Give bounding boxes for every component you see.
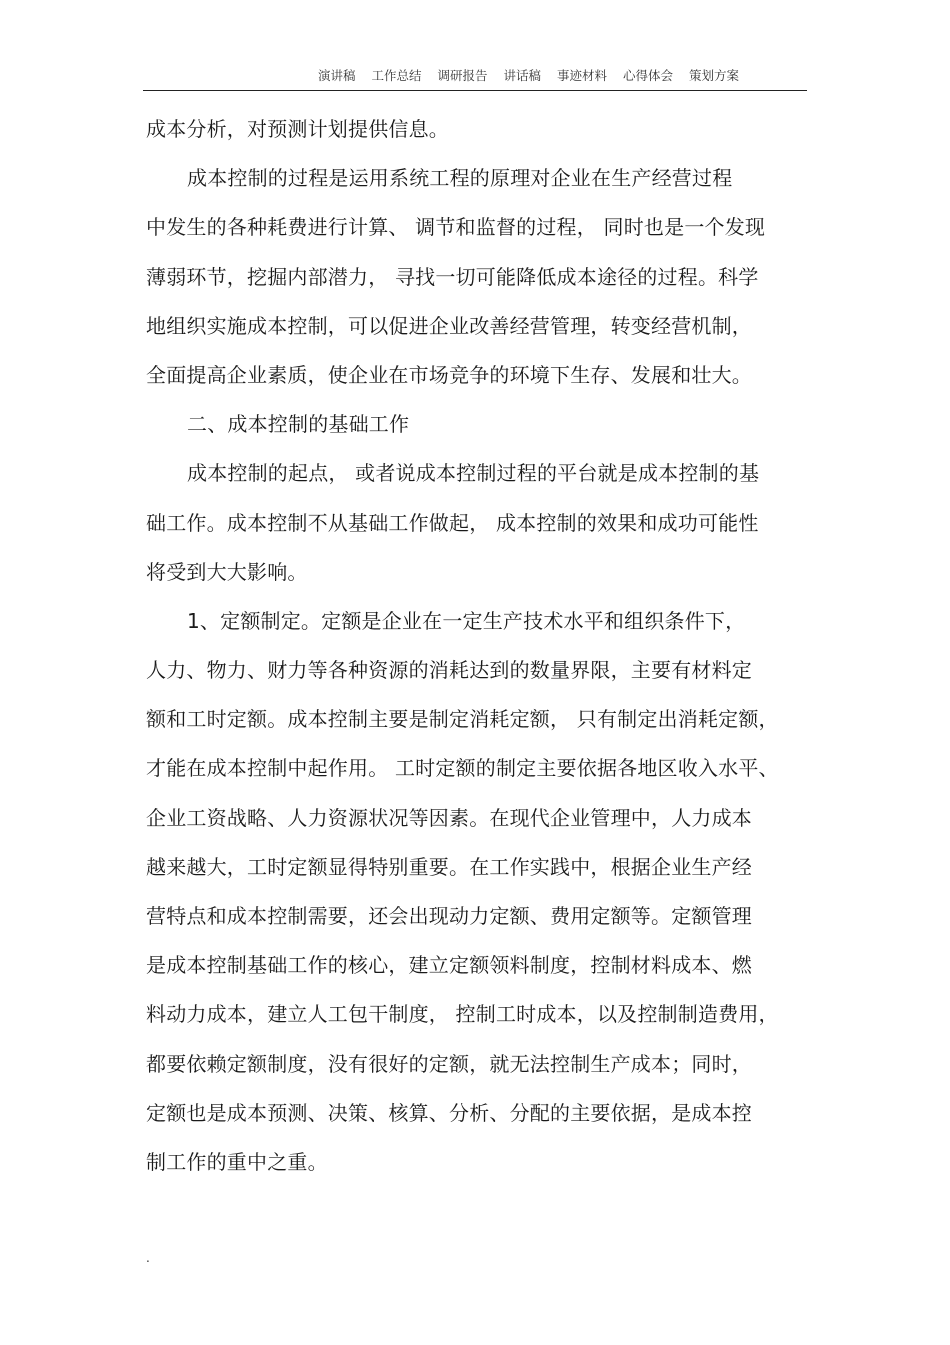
paragraph-start-line: 成本控制的起点， 或者说成本控制过程的平台就是成本控制的基 xyxy=(187,461,760,486)
body-line: 定额也是成本预测、决策、核算、分析、分配的主要依据，是成本控 xyxy=(146,1100,752,1125)
body-line: 营特点和成本控制需要，还会出现动力定额、费用定额等。定额管理 xyxy=(146,904,752,928)
header-category-speech: 演讲稿 xyxy=(318,68,356,83)
body-line: 都要依赖定额制度，没有很好的定额，就无法控制生产成本；同时， xyxy=(146,1051,752,1076)
body-line: 是成本控制基础工作的核心，建立定额领料制度，控制材料成本、燃 xyxy=(146,953,752,978)
header-category-plans: 策划方案 xyxy=(689,68,740,83)
header-category-reflections: 心得体会 xyxy=(623,68,674,83)
header-category-list xyxy=(318,66,739,86)
body-line: 人力、物力、财力等各种资源的消耗达到的数量界限，主要有材料定 xyxy=(146,658,752,683)
document-body xyxy=(146,119,806,1201)
body-line: 地组织实施成本控制，可以促进企业改善经营管理，转变经营机制， xyxy=(146,313,752,338)
body-line: 额和工时定额。成本控制主要是制定消耗定额， 只有制定出消耗定额， xyxy=(146,707,779,732)
body-line: 制工作的重中之重。 xyxy=(146,1149,328,1174)
page-header xyxy=(0,66,950,92)
body-line: 企业工资战略、人力资源状况等因素。在现代企业管理中，人力成本 xyxy=(146,805,752,830)
header-category-deeds: 事迹材料 xyxy=(557,68,608,83)
body-line: 中发生的各种耗费进行计算、 调节和监督的过程， 同时也是一个发现 xyxy=(146,215,766,240)
body-line: 全面提高企业素质，使企业在市场竞争的环境下生存、发展和壮大。 xyxy=(146,362,752,387)
body-line: 成本分析，对预测计划提供信息。 xyxy=(146,117,449,141)
body-line: 料动力成本，建立人工包干制度， 控制工时成本，以及控制制造费用， xyxy=(146,1002,779,1027)
section-heading: 二、成本控制的基础工作 xyxy=(187,412,410,437)
body-line: 薄弱环节，挖掘内部潜力， 寻找一切可能降低成本途径的过程。科学 xyxy=(146,264,759,289)
header-category-talk: 讲话稿 xyxy=(503,68,542,83)
paragraph-start-line: 1、定额制定。定额是企业在一定生产技术水平和组织条件下， xyxy=(187,608,746,633)
body-line: 础工作。成本控制不从基础工作做起， 成本控制的效果和成功可能性 xyxy=(146,510,759,535)
header-divider xyxy=(143,90,807,91)
body-line: 将受到大大影响。 xyxy=(146,559,308,584)
body-line: 才能在成本控制中起作用。 工时定额的制定主要依据各地区收入水平、 xyxy=(146,756,779,781)
header-category-work-summary: 工作总结 xyxy=(371,68,422,83)
paragraph-start-line: 成本控制的过程是运用系统工程的原理对企业在生产经营过程 xyxy=(187,166,733,191)
body-line: 越来越大，工时定额显得特别重要。在工作实践中，根据企业生产经 xyxy=(146,854,752,879)
header-category-research-report: 调研报告 xyxy=(437,68,488,83)
page-footer-mark: . xyxy=(146,1251,150,1265)
